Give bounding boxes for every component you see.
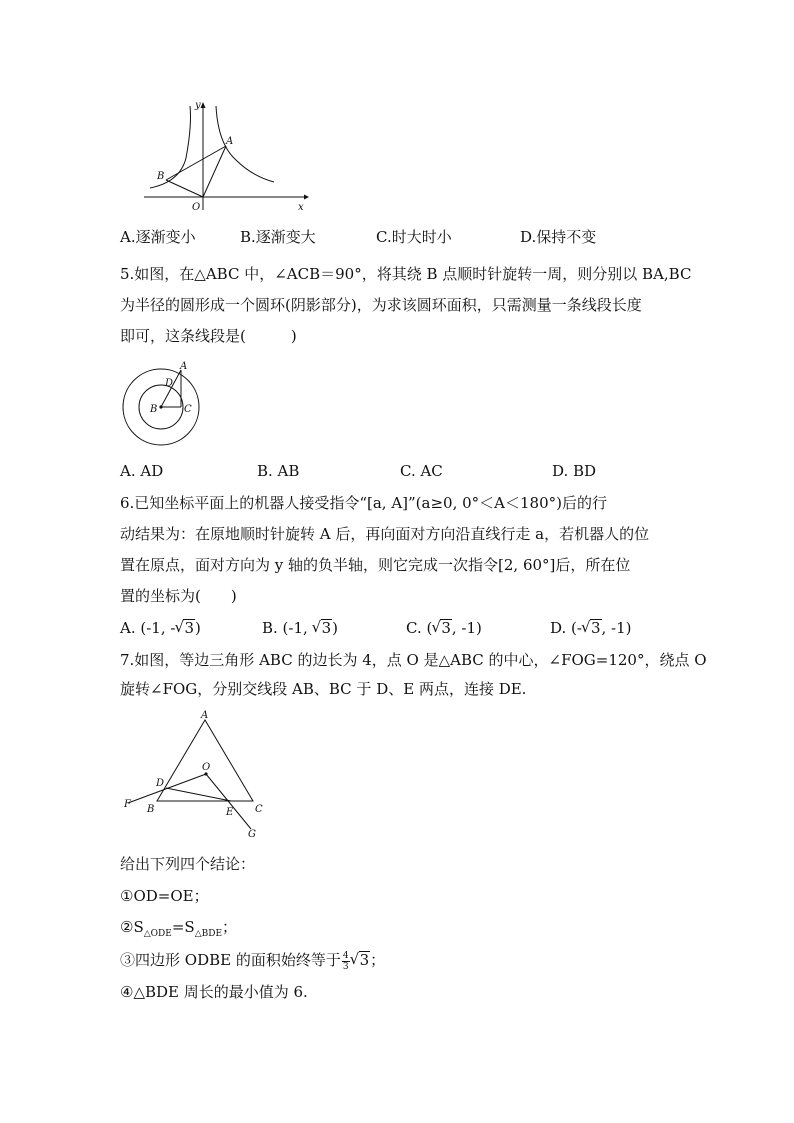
x-axis-arrow (304, 195, 309, 200)
q5-option-d: D. BD (552, 462, 597, 480)
q5-option-b: B. AB (257, 462, 300, 480)
fraction (342, 951, 350, 972)
q5-option-a: A. AD (120, 462, 164, 480)
q6-line-4: 置的坐标为( ) (120, 587, 237, 605)
label-e: E (226, 807, 234, 818)
sqrt-symbol (351, 950, 371, 970)
q6-option-d-pre: D. (- (550, 619, 582, 637)
fraction-numerator: 4 (342, 950, 349, 961)
c2-sub-1: △ODE (143, 929, 172, 939)
q6-option-b-radicand: 3 (321, 619, 332, 637)
label-c: C (184, 404, 192, 415)
c3-post: ； (370, 951, 386, 969)
q6-option-b-post: ) (332, 619, 338, 637)
q7-line-2: 旋转∠FOG，分别交线段 AB、BC 于 D、E 两点，连接 DE. (120, 680, 527, 698)
label-b: B (150, 404, 158, 415)
label-g: G (248, 829, 256, 840)
q5-line-1: 5.如图，在△ABC 中，∠ACB＝90°，将其绕 B 点顺时针旋转一周，则分别以 BA,BC (120, 265, 692, 283)
q7-conclusion-2 (120, 917, 237, 944)
label-b: B (157, 171, 165, 182)
c3-pre: ③四边形 ODBE 的面积始终等于 (120, 951, 341, 969)
q4-option-d: D.保持不变 (520, 228, 597, 246)
sqrt-symbol (582, 618, 602, 638)
q6-line-1: 6.已知坐标平面上的机器人接受指令“[a, A]”(a≥0, 0°＜A＜180°)后的行 (120, 494, 607, 512)
q7-conclusion-1: ①OD=OE； (120, 887, 209, 905)
q6-option-a-radicand: 3 (184, 619, 194, 637)
q6-option-a-post: ) (194, 619, 201, 637)
q7-conclusion-3 (120, 950, 385, 972)
segment-de (166, 788, 231, 801)
q4-option-c: C.时大时小 (376, 228, 452, 246)
q6-option-a (120, 618, 201, 638)
q5-option-c: C. AC (400, 462, 443, 480)
c2-post: ； (222, 918, 238, 936)
fraction-denominator: 3 (342, 961, 349, 972)
c2-pre: ②S (120, 918, 144, 936)
label-y: y (195, 100, 201, 111)
segment-ob (166, 180, 203, 197)
y-axis-arrow (201, 102, 206, 108)
q6-option-d (550, 618, 632, 638)
sqrt-symbol (313, 618, 333, 638)
c3-radicand: 3 (359, 951, 370, 969)
q4-option-a: A.逐渐变小 (120, 228, 196, 246)
figure-annulus (118, 356, 208, 446)
sqrt-symbol (175, 618, 195, 638)
label-o: O (192, 202, 201, 213)
q5-line-2: 为半径的圆形成一个圆环(阴影部分)，为求该圆环面积，只需测量一条线段长度 (120, 296, 642, 314)
q6-option-d-radicand: 3 (590, 619, 601, 637)
figure-equilateral-triangle (118, 706, 278, 840)
q7-intro: 给出下列四个结论： (120, 855, 256, 873)
sqrt-symbol (432, 618, 452, 638)
label-a: A (180, 361, 188, 372)
q6-option-b (262, 618, 338, 638)
label-a: A (226, 136, 234, 147)
label-d: D (165, 378, 174, 389)
label-o: O (202, 762, 211, 773)
label-f: F (124, 799, 131, 810)
q6-option-c-pre: C. ( (406, 619, 433, 637)
c2-sub-2: △BDE (194, 929, 223, 939)
q6-option-d-post: , -1) (601, 619, 632, 637)
label-x: x (298, 202, 304, 213)
q7-conclusion-4: ④△BDE 周长的最小值为 6. (120, 983, 308, 1001)
q6-option-c-post: , -1) (451, 619, 482, 637)
q6-option-c-radicand: 3 (441, 619, 451, 637)
q6-option-c (406, 618, 482, 638)
c2-mid: =S (171, 918, 195, 936)
label-d: D (156, 778, 165, 789)
q4-option-b: B.逐渐变大 (240, 228, 316, 246)
label-c: C (255, 804, 263, 815)
q6-line-3: 置在原点，面对方向为 y 轴的负半轴，则它完成一次指令[2, 60°]后，所在位 (120, 556, 631, 574)
q7-line-1: 7.如图，等边三角形 ABC 的边长为 4，点 O 是△ABC 的中心，∠FOG=120°，绕点 O (120, 651, 707, 669)
q6-line-2: 动结果为：在原地顺时针旋转 A 后，再向面对方向沿直线行走 a，若机器人的位 (120, 525, 650, 543)
segment-ab (166, 146, 226, 180)
figure-inverse-function-graph (140, 96, 310, 214)
q6-option-a-pre: A. (-1, - (120, 619, 176, 637)
segment-oa (203, 146, 226, 197)
q5-line-3: 即可，这条线段是( ) (120, 327, 297, 345)
q6-option-b-pre: B. (-1, (262, 619, 313, 637)
label-a: A (201, 710, 209, 721)
right-curve (216, 106, 274, 182)
label-b: B (147, 804, 155, 815)
